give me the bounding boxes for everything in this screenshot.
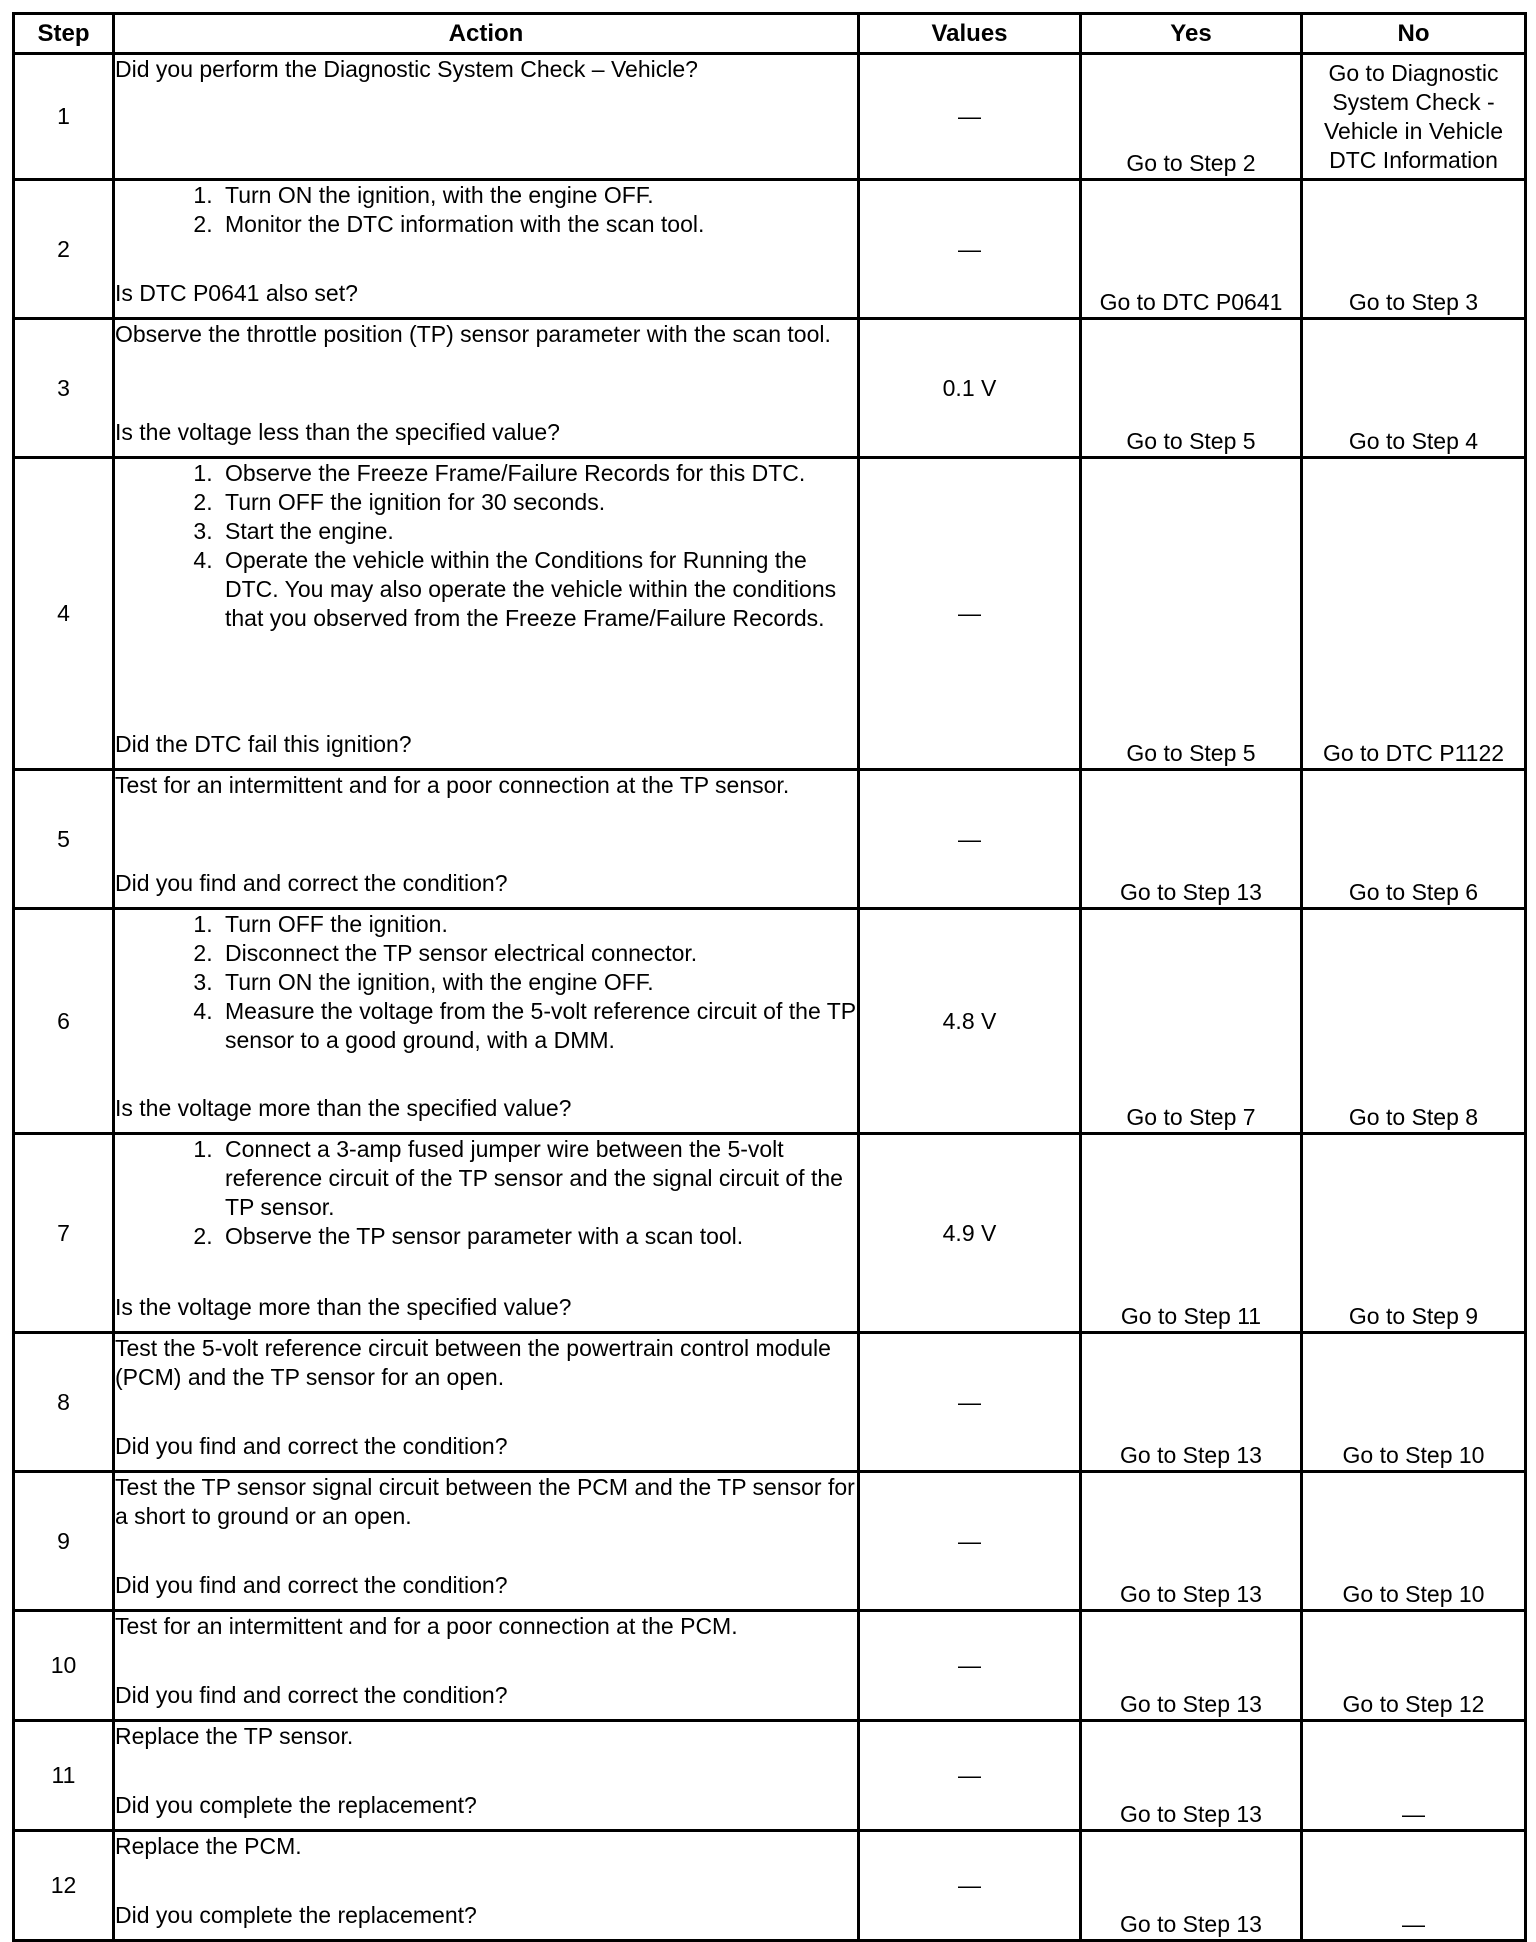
action-step-item: 3. Start the engine. [219, 517, 857, 546]
action-steps-list [115, 181, 857, 239]
action-cell [114, 180, 859, 319]
header-values: Values [859, 14, 1081, 54]
action-text: Did you perform the Diagnostic System Check – Vehicle? [115, 56, 698, 82]
values-cell: — [859, 1472, 1081, 1611]
values-cell: — [859, 1721, 1081, 1831]
action-cell [114, 319, 859, 458]
no-action: Go to DTC P1122 [1302, 458, 1526, 770]
action-cell [114, 909, 859, 1134]
header-step: Step [14, 14, 114, 54]
yes-action: Go to Step 13 [1081, 1472, 1302, 1611]
action-cell [114, 1472, 862, 1611]
step-number: 2 [14, 180, 114, 319]
table-row [14, 458, 1526, 770]
action-step-item: 1. Observe the Freeze Frame/Failure Records for this DTC. [219, 459, 857, 488]
step-number: 4 [14, 458, 114, 770]
table-row [14, 1134, 1526, 1333]
table-row [14, 319, 1526, 458]
values-cell: — [859, 54, 1081, 180]
action-cell [114, 1134, 859, 1333]
yes-action: Go to Step 7 [1081, 909, 1302, 1134]
no-action: Go to Step 10 [1302, 1472, 1526, 1611]
no-action: — [1302, 1721, 1526, 1831]
table-row [14, 1831, 1526, 1941]
action-question: Is the voltage more than the specified value? [115, 1095, 572, 1121]
action-step-item: 2. Monitor the DTC information with the scan tool. [219, 210, 857, 239]
header-yes: Yes [1081, 14, 1302, 54]
yes-action: Go to Step 11 [1081, 1134, 1302, 1333]
action-cell [114, 54, 859, 180]
no-action: — [1302, 1831, 1526, 1941]
values-cell: 4.9 V [859, 1134, 1081, 1333]
action-cell [114, 458, 859, 770]
header-action: Action [114, 14, 859, 54]
step-number: 3 [14, 319, 114, 458]
action-text: Test for an intermittent and for a poor connection at the TP sensor. [115, 772, 790, 798]
table-row [14, 909, 1526, 1134]
action-step-item: 4. Operate the vehicle within the Conditions for Running the DTC. You may also operate the vehicle within the conditions that you observed from the Freeze Frame/Failure Records. [219, 546, 857, 633]
yes-action: Go to Step 2 [1081, 54, 1302, 180]
action-step-item: 3. Turn ON the ignition, with the engine OFF. [219, 968, 857, 997]
values-cell: — [859, 1333, 1081, 1472]
action-cell [114, 1721, 859, 1831]
action-question: Is the voltage more than the specified value? [115, 1294, 572, 1320]
step-number: 9 [14, 1472, 114, 1611]
values-cell: — [859, 458, 1081, 770]
yes-action: Go to Step 13 [1081, 1831, 1302, 1941]
action-steps-list [115, 910, 857, 1055]
yes-action: Go to Step 13 [1081, 1333, 1302, 1472]
action-step-item: 1. Turn OFF the ignition. [219, 910, 857, 939]
action-text: Test the 5-volt reference circuit between the powertrain control module (PCM) and the TP sensor for an open. [115, 1335, 838, 1390]
step-number: 11 [14, 1721, 114, 1831]
action-cell [114, 770, 859, 909]
values-cell: — [859, 180, 1081, 319]
yes-action: Go to DTC P0641 [1081, 180, 1302, 319]
action-text: Replace the TP sensor. [115, 1723, 354, 1749]
values-cell: 0.1 V [859, 319, 1081, 458]
values-cell: — [859, 770, 1081, 909]
action-question: Did you find and correct the condition? [115, 1572, 508, 1598]
no-action: Go to Step 12 [1302, 1611, 1526, 1721]
action-steps-list [115, 459, 857, 633]
action-step-item: 2. Disconnect the TP sensor electrical connector. [219, 939, 857, 968]
action-cell [114, 1333, 859, 1472]
action-step-item: 2. Turn OFF the ignition for 30 seconds. [219, 488, 857, 517]
table-row [14, 54, 1526, 180]
values-cell: — [859, 1831, 1081, 1941]
no-action: Go to Step 8 [1302, 909, 1526, 1134]
action-question: Did you complete the replacement? [115, 1902, 477, 1928]
action-step-item: 1. Turn ON the ignition, with the engine OFF. [219, 181, 857, 210]
action-question: Did the DTC fail this ignition? [115, 731, 412, 757]
header-row [14, 14, 1526, 54]
step-number: 10 [14, 1611, 114, 1721]
no-action: Go to Step 10 [1302, 1333, 1526, 1472]
header-no: No [1302, 14, 1526, 54]
action-question: Did you complete the replacement? [115, 1792, 477, 1818]
action-text: Observe the throttle position (TP) sensor parameter with the scan tool. [115, 321, 831, 347]
action-question: Is the voltage less than the specified value? [115, 419, 560, 445]
no-action: Go to Step 6 [1302, 770, 1526, 909]
values-cell: — [859, 1611, 1081, 1721]
action-step-item: 2. Observe the TP sensor parameter with a scan tool. [219, 1222, 857, 1251]
action-question: Did you find and correct the condition? [115, 1682, 508, 1708]
no-action: Go to Step 3 [1302, 180, 1526, 319]
yes-action: Go to Step 13 [1081, 770, 1302, 909]
no-action: Go to Step 9 [1302, 1134, 1526, 1333]
action-cell [114, 1611, 859, 1721]
action-text: Test the TP sensor signal circuit between the PCM and the TP sensor for a short to ground or an open. [115, 1474, 862, 1529]
table-row [14, 1721, 1526, 1831]
no-action: Go to Step 4 [1302, 319, 1526, 458]
table-row [14, 1333, 1526, 1472]
yes-action: Go to Step 5 [1081, 458, 1302, 770]
action-steps-list [115, 1135, 857, 1251]
action-step-item: 4. Measure the voltage from the 5-volt reference circuit of the TP sensor to a good ground, with a DMM. [219, 997, 857, 1055]
action-text: Replace the PCM. [115, 1833, 302, 1859]
step-number: 8 [14, 1333, 114, 1472]
step-number: 5 [14, 770, 114, 909]
diagnostic-table [12, 12, 1527, 1942]
step-number: 12 [14, 1831, 114, 1941]
step-number: 7 [14, 1134, 114, 1333]
no-action: Go to Diagnostic System Check - Vehicle in Vehicle DTC Information [1302, 54, 1526, 180]
yes-action: Go to Step 5 [1081, 319, 1302, 458]
yes-action: Go to Step 13 [1081, 1721, 1302, 1831]
action-cell [114, 1831, 859, 1941]
table-row [14, 1611, 1526, 1721]
table-row [14, 180, 1526, 319]
step-number: 6 [14, 909, 114, 1134]
values-cell: 4.8 V [859, 909, 1081, 1134]
table-row [14, 770, 1526, 909]
yes-action: Go to Step 13 [1081, 1611, 1302, 1721]
step-number: 1 [14, 54, 114, 180]
table-row [14, 1472, 1526, 1611]
action-step-item: 1. Connect a 3-amp fused jumper wire between the 5-volt reference circuit of the TP sensor and the signal circuit of the TP sensor. [219, 1135, 857, 1222]
action-question: Did you find and correct the condition? [115, 870, 508, 896]
action-text: Test for an intermittent and for a poor connection at the PCM. [115, 1613, 738, 1639]
action-question: Did you find and correct the condition? [115, 1433, 508, 1459]
action-question: Is DTC P0641 also set? [115, 280, 358, 306]
